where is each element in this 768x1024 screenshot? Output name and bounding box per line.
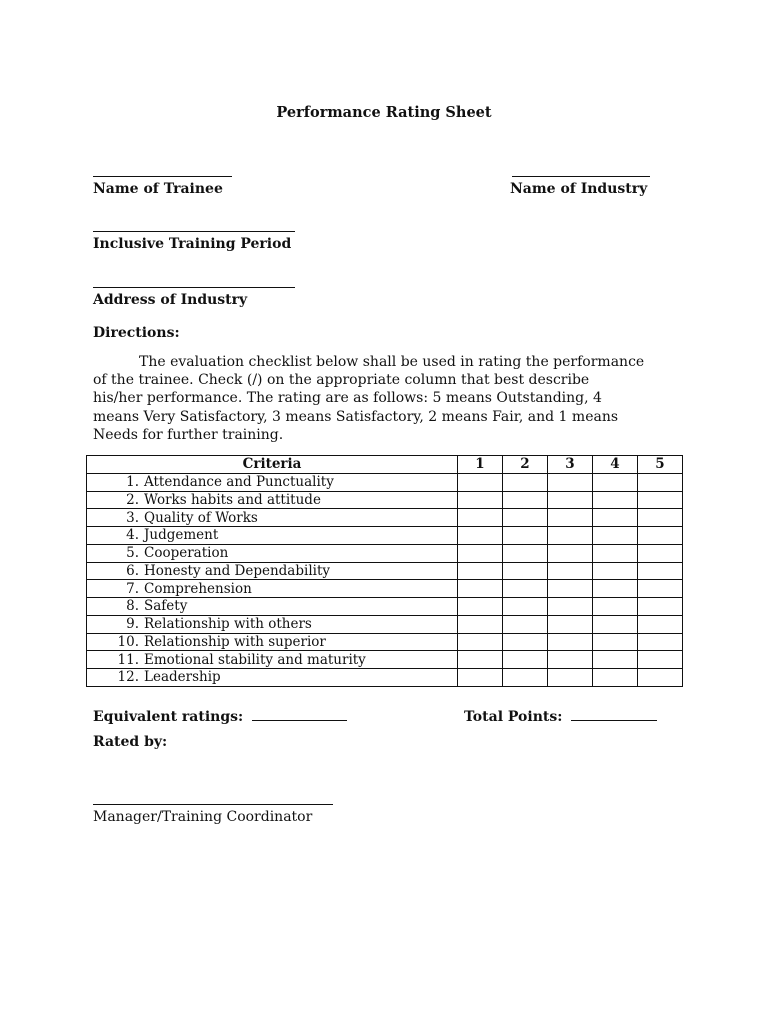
table-row bbox=[87, 598, 683, 616]
criteria-cell bbox=[87, 633, 458, 651]
criteria-cell bbox=[87, 562, 458, 580]
rating-cell-1[interactable] bbox=[458, 669, 503, 687]
criteria-cell bbox=[87, 509, 458, 527]
rating-cell-5[interactable] bbox=[638, 544, 683, 562]
criteria-label: Works habits and attitude bbox=[144, 491, 321, 508]
criteria-number: 11. bbox=[117, 651, 139, 668]
table-header-row bbox=[87, 456, 683, 474]
rating-cell-2[interactable] bbox=[503, 651, 548, 669]
rating-header-5: 5 bbox=[638, 456, 683, 474]
rating-cell-1[interactable] bbox=[458, 598, 503, 616]
criteria-label: Comprehension bbox=[144, 580, 252, 597]
rating-cell-2[interactable] bbox=[503, 491, 548, 509]
rating-cell-5[interactable] bbox=[638, 527, 683, 545]
equivalent-ratings bbox=[93, 706, 347, 725]
industry-name-label: Name of Industry bbox=[510, 181, 648, 197]
criteria-label: Safety bbox=[144, 598, 188, 615]
table-row bbox=[87, 615, 683, 633]
rating-header-4: 4 bbox=[593, 456, 638, 474]
rating-cell-1[interactable] bbox=[458, 651, 503, 669]
signatory-label: Manager/Training Coordinator bbox=[93, 809, 313, 825]
total-points-blank[interactable] bbox=[571, 706, 657, 721]
page-title: Performance Rating Sheet bbox=[276, 104, 492, 121]
signature-line[interactable] bbox=[93, 804, 333, 805]
criteria-table bbox=[86, 455, 683, 687]
rating-cell-1[interactable] bbox=[458, 580, 503, 598]
rating-cell-2[interactable] bbox=[503, 562, 548, 580]
criteria-number: 9. bbox=[126, 616, 139, 633]
criteria-cell bbox=[87, 473, 458, 491]
industry-address-line[interactable] bbox=[93, 287, 295, 288]
rating-cell-4[interactable] bbox=[593, 651, 638, 669]
trainee-name-line[interactable] bbox=[93, 176, 232, 177]
equivalent-ratings-blank[interactable] bbox=[252, 706, 347, 721]
rating-cell-4[interactable] bbox=[593, 669, 638, 687]
table-row bbox=[87, 562, 683, 580]
criteria-number: 2. bbox=[126, 491, 139, 508]
rating-cell-4[interactable] bbox=[593, 491, 638, 509]
criteria-cell bbox=[87, 651, 458, 669]
training-period-line[interactable] bbox=[93, 231, 295, 232]
criteria-number: 8. bbox=[126, 598, 139, 615]
criteria-label: Judgement bbox=[144, 527, 219, 544]
rating-cell-1[interactable] bbox=[458, 615, 503, 633]
criteria-header: Criteria bbox=[87, 456, 458, 474]
industry-name-line[interactable] bbox=[512, 176, 650, 177]
rating-cell-1[interactable] bbox=[458, 491, 503, 509]
rating-cell-5[interactable] bbox=[638, 598, 683, 616]
rating-cell-3[interactable] bbox=[548, 651, 593, 669]
rating-cell-2[interactable] bbox=[503, 615, 548, 633]
rating-cell-2[interactable] bbox=[503, 473, 548, 491]
rating-header-2: 2 bbox=[503, 456, 548, 474]
rating-cell-4[interactable] bbox=[593, 544, 638, 562]
rating-cell-1[interactable] bbox=[458, 633, 503, 651]
directions-line: The evaluation checklist below shall be used in rating the performance bbox=[139, 354, 645, 370]
criteria-label: Leadership bbox=[144, 669, 221, 686]
criteria-label: Emotional stability and maturity bbox=[144, 651, 366, 668]
rating-cell-1[interactable] bbox=[458, 527, 503, 545]
criteria-number: 7. bbox=[126, 580, 139, 597]
table-row bbox=[87, 527, 683, 545]
criteria-label: Relationship with others bbox=[144, 616, 312, 633]
rating-cell-3[interactable] bbox=[548, 544, 593, 562]
criteria-label: Quality of Works bbox=[144, 509, 258, 526]
rating-cell-2[interactable] bbox=[503, 580, 548, 598]
criteria-number: 5. bbox=[126, 545, 139, 562]
trainee-name-label: Name of Trainee bbox=[93, 181, 223, 197]
criteria-number: 4. bbox=[126, 527, 139, 544]
rating-cell-5[interactable] bbox=[638, 509, 683, 527]
criteria-cell bbox=[87, 491, 458, 509]
rating-cell-3[interactable] bbox=[548, 633, 593, 651]
rating-cell-4[interactable] bbox=[593, 615, 638, 633]
criteria-number: 3. bbox=[126, 509, 139, 526]
table-row bbox=[87, 669, 683, 687]
criteria-cell bbox=[87, 615, 458, 633]
rating-cell-4[interactable] bbox=[593, 580, 638, 598]
rating-cell-4[interactable] bbox=[593, 509, 638, 527]
rating-cell-1[interactable] bbox=[458, 544, 503, 562]
criteria-label: Honesty and Dependability bbox=[144, 562, 331, 579]
criteria-label: Attendance and Punctuality bbox=[144, 474, 334, 491]
rating-cell-5[interactable] bbox=[638, 651, 683, 669]
rating-cell-5[interactable] bbox=[638, 491, 683, 509]
directions-line: means Very Satisfactory, 3 means Satisfactory, 2 means Fair, and 1 means bbox=[93, 408, 619, 425]
directions-line: Needs for further training. bbox=[93, 426, 284, 443]
rating-cell-5[interactable] bbox=[638, 669, 683, 687]
rating-cell-2[interactable] bbox=[503, 527, 548, 545]
rating-cell-5[interactable] bbox=[638, 562, 683, 580]
rating-cell-4[interactable] bbox=[593, 473, 638, 491]
rating-cell-4[interactable] bbox=[593, 633, 638, 651]
rating-cell-1[interactable] bbox=[458, 509, 503, 527]
table-row bbox=[87, 580, 683, 598]
criteria-number: 6. bbox=[126, 562, 139, 579]
rating-cell-3[interactable] bbox=[548, 491, 593, 509]
criteria-number: 10. bbox=[117, 633, 139, 650]
rating-cell-4[interactable] bbox=[593, 562, 638, 580]
rating-cell-3[interactable] bbox=[548, 527, 593, 545]
criteria-cell bbox=[87, 669, 458, 687]
rating-cell-2[interactable] bbox=[503, 509, 548, 527]
directions-line: of the trainee. Check (/) on the appropriate column that best describe bbox=[93, 372, 590, 389]
rated-by-label: Rated by: bbox=[93, 734, 168, 750]
rating-cell-1[interactable] bbox=[458, 562, 503, 580]
rating-cell-5[interactable] bbox=[638, 580, 683, 598]
rating-cell-4[interactable] bbox=[593, 527, 638, 545]
training-period-label: Inclusive Training Period bbox=[93, 236, 292, 252]
directions-text bbox=[93, 353, 693, 444]
table-row bbox=[87, 633, 683, 651]
industry-address-label: Address of Industry bbox=[93, 292, 248, 308]
table-row bbox=[87, 651, 683, 669]
rating-cell-2[interactable] bbox=[503, 598, 548, 616]
rating-cell-3[interactable] bbox=[548, 562, 593, 580]
rating-cell-5[interactable] bbox=[638, 633, 683, 651]
table-row bbox=[87, 473, 683, 491]
rating-cell-3[interactable] bbox=[548, 669, 593, 687]
directions-line: his/her performance. The rating are as follows: 5 means Outstanding, 4 bbox=[93, 390, 602, 407]
criteria-number: 1. bbox=[126, 474, 139, 491]
rating-cell-3[interactable] bbox=[548, 473, 593, 491]
rating-cell-1[interactable] bbox=[458, 473, 503, 491]
rating-header-1: 1 bbox=[458, 456, 503, 474]
total-points bbox=[464, 706, 657, 725]
criteria-label: Relationship with superior bbox=[144, 633, 326, 650]
rating-cell-4[interactable] bbox=[593, 598, 638, 616]
criteria-cell bbox=[87, 527, 458, 545]
criteria-number: 12. bbox=[117, 669, 139, 686]
rating-header-3: 3 bbox=[548, 456, 593, 474]
criteria-cell bbox=[87, 544, 458, 562]
rating-cell-3[interactable] bbox=[548, 580, 593, 598]
equivalent-ratings-label: Equivalent ratings: bbox=[93, 709, 244, 725]
table-row bbox=[87, 544, 683, 562]
rating-cell-2[interactable] bbox=[503, 544, 548, 562]
table-row bbox=[87, 491, 683, 509]
total-points-label: Total Points: bbox=[464, 709, 563, 725]
rating-cell-3[interactable] bbox=[548, 509, 593, 527]
criteria-cell bbox=[87, 580, 458, 598]
criteria-label: Cooperation bbox=[144, 545, 229, 562]
directions-heading: Directions: bbox=[93, 325, 180, 341]
criteria-cell bbox=[87, 598, 458, 616]
rating-cell-3[interactable] bbox=[548, 598, 593, 616]
rating-cell-5[interactable] bbox=[638, 615, 683, 633]
rating-cell-2[interactable] bbox=[503, 633, 548, 651]
rating-cell-3[interactable] bbox=[548, 615, 593, 633]
rating-cell-2[interactable] bbox=[503, 669, 548, 687]
rating-cell-5[interactable] bbox=[638, 473, 683, 491]
table-row bbox=[87, 509, 683, 527]
